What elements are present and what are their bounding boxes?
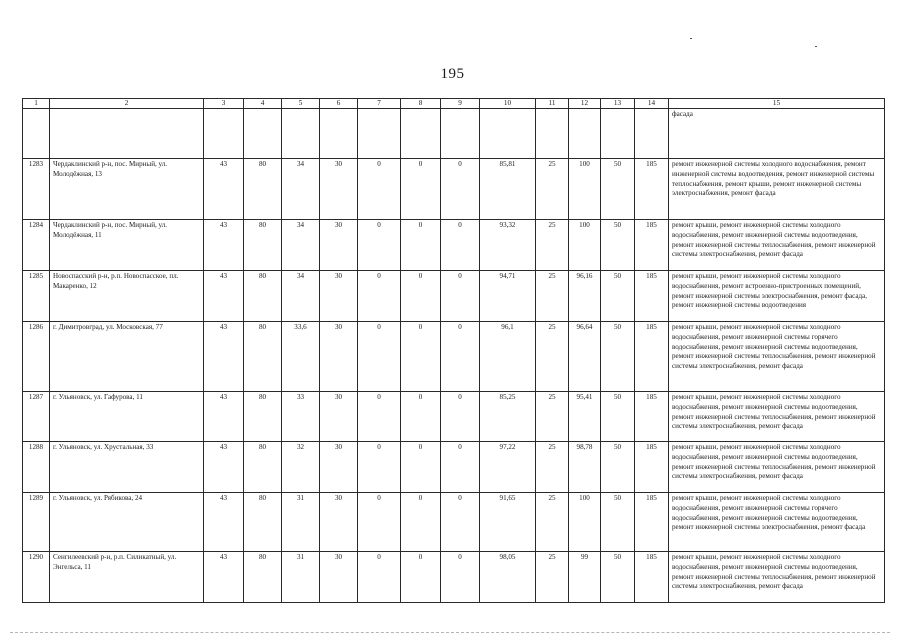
value-cell: 185 — [635, 220, 669, 271]
value-cell: 0 — [441, 159, 480, 220]
works-cell: ремонт крыши, ремонт инженерной системы холодного водоснабжения, ремонт инженерной системы водоотведения, ремонт инженерной системы теплоснабжения, ремонт инженерной системы электроснабжения, ремонт фасада — [669, 552, 885, 603]
address-cell: Чердаклинский р-н, пос. Мирный, ул. Молодёжная, 13 — [50, 159, 204, 220]
value-cell: 185 — [635, 322, 669, 392]
value-cell: 85,81 — [480, 159, 536, 220]
column-number: 8 — [401, 99, 441, 109]
value-cell: 0 — [441, 271, 480, 322]
value-cell: 25 — [536, 322, 569, 392]
scan-speck — [690, 38, 692, 39]
scan-speck — [815, 46, 817, 47]
value-cell: 33 — [282, 392, 320, 442]
table-row — [23, 392, 885, 442]
address-cell: г. Ульяновск, ул. Гафурова, 11 — [50, 392, 204, 442]
value-cell: 0 — [358, 552, 401, 603]
value-cell: 32 — [282, 442, 320, 493]
value-cell: 31 — [282, 493, 320, 552]
value-cell: 43 — [204, 552, 244, 603]
value-cell: 0 — [401, 159, 441, 220]
column-number: 11 — [536, 99, 569, 109]
value-cell: 30 — [320, 392, 358, 442]
value-cell: 100 — [569, 159, 601, 220]
address-cell: г. Димитровград, ул. Московская, 77 — [50, 322, 204, 392]
table-row — [23, 271, 885, 322]
value-cell: 25 — [536, 220, 569, 271]
value-cell: 0 — [401, 322, 441, 392]
row-id: 1290 — [23, 552, 50, 603]
value-cell: 80 — [244, 220, 282, 271]
value-cell: 96,64 — [569, 322, 601, 392]
works-cell: ремонт крыши, ремонт инженерной системы холодного водоснабжения, ремонт встроенно-пристроенных помещений, ремонт инженерной системы электроснабжения, ремонт фасада, ремонт инженерной системы водоотведения — [669, 271, 885, 322]
value-cell: 185 — [635, 271, 669, 322]
page-number: 195 — [440, 66, 465, 82]
column-number: 14 — [635, 99, 669, 109]
value-cell: 96,1 — [480, 322, 536, 392]
value-cell: 94,71 — [480, 271, 536, 322]
value-cell: 98,05 — [480, 552, 536, 603]
value-cell: 0 — [358, 322, 401, 392]
column-number: 5 — [282, 99, 320, 109]
value-cell: 50 — [601, 159, 635, 220]
value-cell: 0 — [441, 493, 480, 552]
value-cell: 80 — [244, 271, 282, 322]
value-cell: 0 — [358, 493, 401, 552]
value-cell: 50 — [601, 220, 635, 271]
value-cell: 25 — [536, 271, 569, 322]
value-cell: 0 — [401, 552, 441, 603]
carryover-row — [23, 109, 885, 159]
works-cell: ремонт инженерной системы холодного водоснабжения, ремонт инженерной системы водоотведения, ремонт инженерной системы теплоснабжения, ремонт крыши, ремонт инженерной системы электроснабжения, ремонт фасада — [669, 159, 885, 220]
works-cell: ремонт крыши, ремонт инженерной системы холодного водоснабжения, ремонт инженерной системы водоотведения, ремонт инженерной системы теплоснабжения, ремонт инженерной системы электроснабжения, ремонт фасада — [669, 220, 885, 271]
column-number: 15 — [669, 99, 885, 109]
value-cell: 30 — [320, 322, 358, 392]
address-cell: Новоспасский р-н, р.п. Новоспасское, пл. Макаренко, 12 — [50, 271, 204, 322]
value-cell: 30 — [320, 220, 358, 271]
value-cell: 25 — [536, 552, 569, 603]
column-number: 1 — [23, 99, 50, 109]
table-row — [23, 493, 885, 552]
value-cell: 100 — [569, 220, 601, 271]
value-cell: 30 — [320, 271, 358, 322]
row-id: 1287 — [23, 392, 50, 442]
column-number: 7 — [358, 99, 401, 109]
value-cell: 80 — [244, 442, 282, 493]
value-cell: 34 — [282, 159, 320, 220]
column-number: 3 — [204, 99, 244, 109]
value-cell: 43 — [204, 442, 244, 493]
address-cell: Чердаклинский р-н, пос. Мирный, ул. Молодёжная, 11 — [50, 220, 204, 271]
value-cell: 0 — [441, 392, 480, 442]
column-number: 12 — [569, 99, 601, 109]
value-cell: 0 — [441, 220, 480, 271]
value-cell: 0 — [358, 271, 401, 322]
value-cell: 0 — [441, 322, 480, 392]
row-id: 1289 — [23, 493, 50, 552]
value-cell: 93,32 — [480, 220, 536, 271]
value-cell: 43 — [204, 271, 244, 322]
column-number: 4 — [244, 99, 282, 109]
value-cell: 30 — [320, 442, 358, 493]
address-cell: Сенгилеевский р-н, р.п. Силикатный, ул. Энгельса, 11 — [50, 552, 204, 603]
value-cell: 25 — [536, 493, 569, 552]
works-cell: ремонт крыши, ремонт инженерной системы холодного водоснабжения, ремонт инженерной системы горячего водоснабжения, ремонт инженерной системы водоотведения, ремонт инженерной системы электроснабжения, ремонт фасада — [669, 493, 885, 552]
works-cell: ремонт крыши, ремонт инженерной системы холодного водоснабжения, ремонт инженерной системы горячего водоснабжения, ремонт инженерной системы водоотведения, ремонт инженерной системы теплоснабжения, ремонт инженерной системы электроснабжения, ремонт фасада — [669, 322, 885, 392]
value-cell: 50 — [601, 271, 635, 322]
row-id: 1285 — [23, 271, 50, 322]
row-id: 1286 — [23, 322, 50, 392]
value-cell: 31 — [282, 552, 320, 603]
value-cell: 34 — [282, 271, 320, 322]
value-cell: 91,65 — [480, 493, 536, 552]
column-number-row — [23, 99, 885, 109]
address-cell: г. Ульяновск, ул. Рябикова, 24 — [50, 493, 204, 552]
repair-register-table — [22, 98, 885, 603]
value-cell: 33,6 — [282, 322, 320, 392]
value-cell: 80 — [244, 322, 282, 392]
column-number: 9 — [441, 99, 480, 109]
value-cell: 95,41 — [569, 392, 601, 442]
value-cell: 25 — [536, 442, 569, 493]
value-cell: 80 — [244, 552, 282, 603]
column-number: 2 — [50, 99, 204, 109]
value-cell: 0 — [401, 442, 441, 493]
scan-artifact-line — [10, 632, 890, 634]
value-cell: 185 — [635, 159, 669, 220]
value-cell: 30 — [320, 159, 358, 220]
value-cell: 185 — [635, 552, 669, 603]
table-row — [23, 159, 885, 220]
value-cell: 50 — [601, 552, 635, 603]
row-id: 1288 — [23, 442, 50, 493]
value-cell: 43 — [204, 220, 244, 271]
value-cell: 0 — [358, 220, 401, 271]
value-cell: 96,16 — [569, 271, 601, 322]
value-cell: 25 — [536, 159, 569, 220]
value-cell: 0 — [358, 159, 401, 220]
value-cell: 43 — [204, 159, 244, 220]
value-cell: 34 — [282, 220, 320, 271]
table-row — [23, 552, 885, 603]
value-cell: 0 — [358, 392, 401, 442]
value-cell: 185 — [635, 442, 669, 493]
value-cell: 0 — [401, 493, 441, 552]
value-cell: 50 — [601, 442, 635, 493]
value-cell: 30 — [320, 493, 358, 552]
value-cell: 185 — [635, 392, 669, 442]
value-cell: 43 — [204, 392, 244, 442]
value-cell: 98,78 — [569, 442, 601, 493]
value-cell: 0 — [358, 442, 401, 493]
value-cell: 97,22 — [480, 442, 536, 493]
value-cell: 43 — [204, 322, 244, 392]
value-cell: 30 — [320, 552, 358, 603]
value-cell: 100 — [569, 493, 601, 552]
column-number: 6 — [320, 99, 358, 109]
value-cell: 50 — [601, 322, 635, 392]
value-cell: 185 — [635, 493, 669, 552]
value-cell: 80 — [244, 493, 282, 552]
address-cell: г. Ульяновск, ул. Хрустальная, 33 — [50, 442, 204, 493]
table-row — [23, 322, 885, 392]
value-cell: 50 — [601, 392, 635, 442]
value-cell: 0 — [401, 392, 441, 442]
value-cell: 80 — [244, 392, 282, 442]
value-cell: 85,25 — [480, 392, 536, 442]
table-row — [23, 220, 885, 271]
column-number: 13 — [601, 99, 635, 109]
value-cell: 43 — [204, 493, 244, 552]
table-row — [23, 442, 885, 493]
column-number: 10 — [480, 99, 536, 109]
value-cell: 80 — [244, 159, 282, 220]
carryover-works-cell: фасада — [669, 109, 885, 159]
value-cell: 99 — [569, 552, 601, 603]
works-cell: ремонт крыши, ремонт инженерной системы холодного водоснабжения, ремонт инженерной системы водоотведения, ремонт инженерной системы теплоснабжения, ремонт инженерной системы электроснабжения, ремонт фасада — [669, 392, 885, 442]
value-cell: 50 — [601, 493, 635, 552]
value-cell: 25 — [536, 392, 569, 442]
value-cell: 0 — [401, 271, 441, 322]
value-cell: 0 — [401, 220, 441, 271]
value-cell: 0 — [441, 552, 480, 603]
row-id: 1283 — [23, 159, 50, 220]
row-id: 1284 — [23, 220, 50, 271]
works-cell: ремонт крыши, ремонт инженерной системы холодного водоснабжения, ремонт инженерной системы водоотведения, ремонт инженерной системы теплоснабжения, ремонт инженерной системы электроснабжения, ремонт фасада — [669, 442, 885, 493]
value-cell: 0 — [441, 442, 480, 493]
